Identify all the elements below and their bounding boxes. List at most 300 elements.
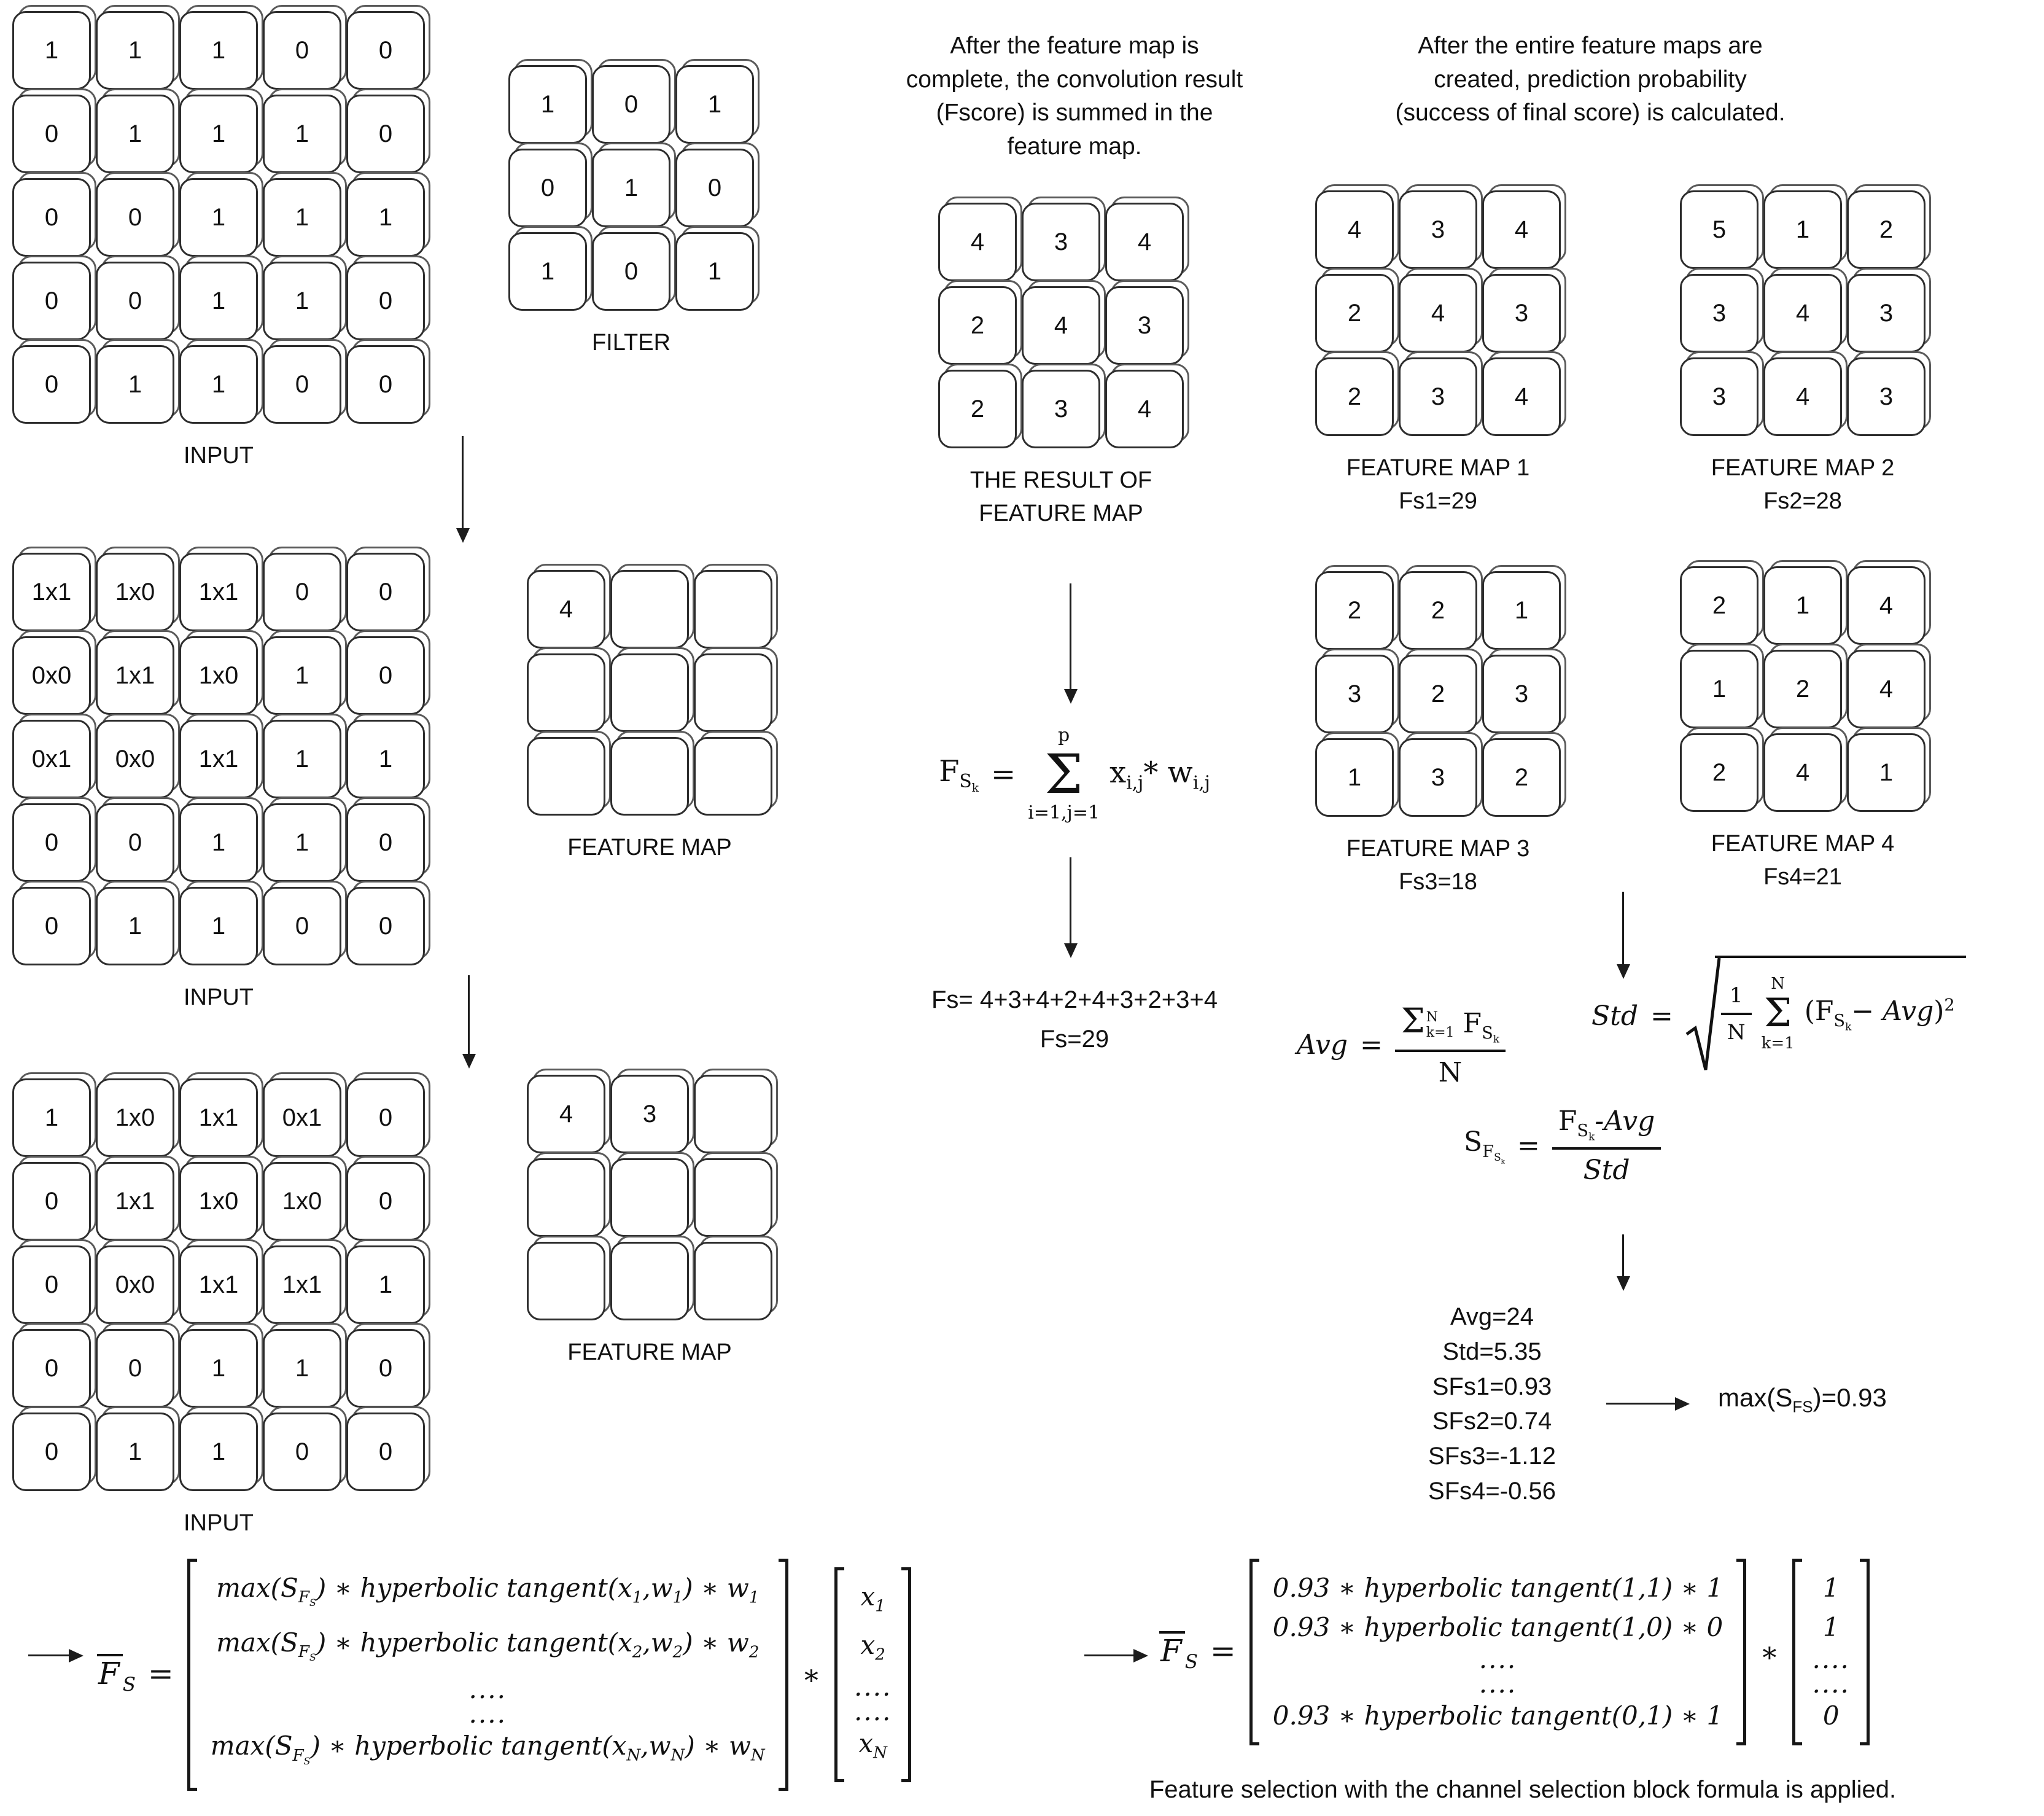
sigma-glyph: Σ <box>1764 991 1792 1037</box>
fm4-score: Fs4=21 <box>1763 863 1842 890</box>
matrix-cell: 0 <box>263 345 341 424</box>
sum-limits <box>1426 1010 1455 1040</box>
bracket-left <box>1249 1559 1259 1745</box>
sum-lower-limit: i=1,j=1 <box>1028 801 1100 824</box>
matrix-cell: 0 <box>12 1329 91 1408</box>
matrix-cell: 0 <box>12 1413 91 1491</box>
matrix-cell: 1 <box>1680 650 1758 728</box>
matrix-cell <box>694 1075 772 1153</box>
math-term: F <box>1463 1008 1482 1039</box>
result-matrix-label <box>970 464 1152 531</box>
matrix-cell: 0 <box>592 65 670 144</box>
note1-line1: After the feature map is <box>950 33 1199 59</box>
matrix-cell: 2 <box>938 370 1017 448</box>
matrix-cell: 1 <box>179 1329 258 1408</box>
matrix-cell: 1x0 <box>96 553 174 631</box>
matrix-cell: 0 <box>346 636 425 715</box>
matrix-cell: 1 <box>263 262 341 340</box>
math-term: w <box>1167 755 1193 790</box>
matrix-cell: 0 <box>263 553 341 631</box>
math-term: S <box>1494 1151 1501 1164</box>
bracket-right <box>901 1567 911 1782</box>
math-term: F <box>1482 1142 1494 1161</box>
note-feature-map-sum <box>855 29 1294 163</box>
math-term: S <box>1833 1011 1846 1031</box>
math-term: k <box>1845 1020 1852 1033</box>
note1-line4: feature map. <box>1007 133 1142 160</box>
matrix-cell: 3 <box>1315 655 1394 733</box>
std-formula <box>1591 956 1966 1076</box>
math-term: − Avg <box>1851 995 1934 1027</box>
matrix-cell <box>694 653 772 732</box>
matrix-cell: 4 <box>1022 286 1100 365</box>
equals-sign: = <box>147 1655 174 1691</box>
filter-matrix <box>508 65 754 311</box>
matrix-cell: 1x0 <box>263 1162 341 1241</box>
stat-sfs4: SFs4=-0.56 <box>1428 1477 1556 1505</box>
sfsk-denominator: Std <box>1583 1155 1630 1187</box>
fbar-lhs <box>97 1654 176 1696</box>
sfsk-formula <box>1464 1105 1661 1186</box>
stat-avg: Avg=24 <box>1450 1303 1534 1330</box>
matrix-cell: 1 <box>12 1078 91 1157</box>
sigma-glyph: Σ <box>1044 742 1083 806</box>
numeric-vector <box>1792 1559 1869 1745</box>
matrix-cell: 4 <box>1763 733 1842 812</box>
vector-row-dots: .... <box>1812 1644 1850 1674</box>
matrix-cell: 1 <box>179 887 258 965</box>
input-matrix-1 <box>12 11 425 424</box>
channel-selection-formula-symbolic <box>97 1559 911 1791</box>
avg-num-term <box>1463 1008 1500 1045</box>
sfsk-lhs <box>1464 1126 1505 1166</box>
math-term: ) <box>1933 995 1945 1027</box>
matrix-cell: 0 <box>12 178 91 257</box>
feature-map-3-label <box>1346 833 1529 899</box>
symbolic-vector <box>834 1567 911 1782</box>
matrix-cell: 0 <box>346 1162 425 1241</box>
matrix-cell: 1 <box>675 232 754 311</box>
matrix-cell: 4 <box>1105 203 1184 281</box>
fbar-lhs <box>1159 1631 1238 1673</box>
equals-sign: = <box>1210 1633 1236 1669</box>
matrix-cell: 1x1 <box>179 1078 258 1157</box>
matrix-cell: 1 <box>263 636 341 715</box>
matrix-cell: 2 <box>1482 738 1561 817</box>
vector-row: 1 <box>1822 1612 1840 1642</box>
matrix-cell: 3 <box>610 1075 689 1153</box>
matrix-cell: 1x1 <box>12 553 91 631</box>
fm3-title: FEATURE MAP 3 <box>1346 836 1530 862</box>
feature-map-b-label: FEATURE MAP <box>567 1339 732 1365</box>
matrix-cell: 2 <box>1763 650 1842 728</box>
matrix-cell: 0 <box>263 11 341 90</box>
bottom-caption: Feature selection with the channel selection block formula is applied. <box>1149 1776 1897 1803</box>
math-term: S <box>1577 1121 1589 1140</box>
fm1-score: Fs1=29 <box>1399 488 1477 514</box>
feature-map-2-label <box>1711 452 1894 518</box>
max-sfs-value: $\max(S_{FS})=0.93$ <box>1718 1383 1887 1416</box>
matrix-cell: 0 <box>675 149 754 227</box>
matrix-cell: 1 <box>179 178 258 257</box>
fm4-title: FEATURE MAP 4 <box>1711 831 1895 857</box>
matrix-cell: 2 <box>1315 274 1394 353</box>
matrix-cell: 1 <box>179 345 258 424</box>
matrix-cell: 2 <box>1315 357 1394 436</box>
matrix-cell: 0 <box>96 178 174 257</box>
input-matrix-2-block <box>12 553 425 1015</box>
matrix-cell: 0 <box>263 887 341 965</box>
matrix-cell: 0 <box>12 95 91 173</box>
matrix-cell: 1 <box>96 887 174 965</box>
matrix-cell: 0 <box>96 1329 174 1408</box>
matrix-rows <box>197 1559 779 1791</box>
matrix-cell: 1 <box>508 232 587 311</box>
matrix-cell: 3 <box>1680 357 1758 436</box>
flow-arrow-down-2 <box>468 975 470 1054</box>
feature-map-b <box>527 1075 772 1320</box>
sum-upper-limit: N <box>1771 975 1786 994</box>
note2-line2: created, prediction probability <box>1434 66 1747 93</box>
vector-row: $x_1$ <box>860 1581 885 1616</box>
matrix-cell: 2 <box>1680 566 1758 645</box>
matrix-row: $\max(S_{F_S})$ ∗ hyperbolic $tangent(x_2,w_2)$ ∗ $w_2$ <box>216 1627 760 1664</box>
matrix-row-dots: .... <box>468 1699 507 1729</box>
matrix-cell: 0 <box>508 149 587 227</box>
matrix-cell: 3 <box>1105 286 1184 365</box>
result-matrix <box>938 203 1184 448</box>
bracket-left <box>834 1567 844 1782</box>
fm2-score: Fs2=28 <box>1763 488 1842 514</box>
feature-map-1-block <box>1315 190 1561 518</box>
matrix-cell: 1 <box>1482 571 1561 650</box>
matrix-row-dots: .... <box>1479 1669 1517 1699</box>
matrix-cell: 3 <box>1680 274 1758 353</box>
math-term: (F <box>1804 995 1834 1027</box>
math-term: 1 <box>1721 983 1752 1015</box>
math-term: -Avg <box>1595 1105 1655 1137</box>
matrix-cell <box>527 737 605 816</box>
summation-symbol <box>1762 975 1795 1053</box>
std-lhs: Std <box>1591 1000 1638 1032</box>
score-statistics <box>1360 1300 1624 1509</box>
feature-map-2-block <box>1680 190 1925 518</box>
matrix-cell <box>694 1158 772 1237</box>
matrix-cell: 1 <box>96 11 174 90</box>
matrix-cell: 0 <box>12 803 91 882</box>
matrix-cell: 4 <box>1315 190 1394 269</box>
matrix-cell: 0 <box>12 345 91 424</box>
math-term: k <box>1493 1032 1500 1045</box>
flow-arrow-right-3 <box>1084 1654 1133 1656</box>
matrix-cell: 0 <box>346 1329 425 1408</box>
feature-map-1 <box>1315 190 1561 436</box>
feature-map-3 <box>1315 571 1561 817</box>
note2-line3: (success of final score) is calculated. <box>1395 99 1786 127</box>
matrix-cell: 4 <box>1847 650 1925 728</box>
matrix-cell: 1x1 <box>179 553 258 631</box>
matrix-cell: 3 <box>1399 357 1477 436</box>
fs-total-line: Fs=29 <box>1039 1026 1109 1053</box>
matrix-cell <box>694 570 772 649</box>
filter-matrix-block <box>508 65 754 360</box>
flow-arrow-down-6 <box>1622 1234 1624 1276</box>
matrix-cell <box>527 1158 605 1237</box>
matrix-cell: 1x1 <box>96 1162 174 1241</box>
vector-row: 0 <box>1822 1701 1840 1731</box>
symbolic-matrix <box>187 1559 788 1791</box>
fsk-lhs <box>939 754 979 795</box>
input-matrix-1-block <box>12 11 425 473</box>
math-term: k <box>1588 1130 1595 1143</box>
matrix-cell: 4 <box>1482 190 1561 269</box>
matrix-cell: 0 <box>346 11 425 90</box>
matrix-cell: 1 <box>179 262 258 340</box>
matrix-cell: 4 <box>527 570 605 649</box>
matrix-cell: 1 <box>592 149 670 227</box>
fs-sum-line: Fs= 4+3+4+2+4+3+2+3+4 <box>931 986 1218 1013</box>
matrix-cell: 1 <box>263 803 341 882</box>
matrix-cell: 1 <box>179 1413 258 1491</box>
matrix-row: 0.93 ∗ hyperbolic tangent(1,0) ∗ 0 <box>1272 1612 1723 1642</box>
stat-sfs2: SFs2=0.74 <box>1432 1408 1552 1435</box>
matrix-cell: 1 <box>12 11 91 90</box>
bracket-left <box>1792 1559 1802 1745</box>
matrix-cell: 1x1 <box>263 1245 341 1324</box>
matrix-cell: 0 <box>592 232 670 311</box>
matrix-row: 0.93 ∗ hyperbolic tangent(1,1) ∗ 1 <box>1272 1573 1723 1603</box>
vector-rows <box>1802 1559 1859 1745</box>
matrix-cell: 0 <box>12 1245 91 1324</box>
sum-lower-limit: k=1 <box>1426 1024 1455 1040</box>
equals-sign: = <box>1517 1130 1540 1162</box>
matrix-row: $\max(S_{F_S})$ ∗ hyperbolic $tangent(x_N,w_N)$ ∗ $w_N$ <box>210 1731 765 1767</box>
fm1-title: FEATURE MAP 1 <box>1346 455 1530 481</box>
flow-arrow-right-2 <box>28 1654 69 1656</box>
matrix-cell: 0 <box>346 1078 425 1157</box>
matrix-rows <box>1259 1559 1736 1745</box>
sum-upper-limit: p <box>1058 725 1070 746</box>
matrix-cell: 1 <box>263 95 341 173</box>
avg-lhs: Avg <box>1297 1029 1348 1061</box>
matrix-cell: 0x1 <box>263 1078 341 1157</box>
math-term: S <box>1482 1023 1493 1043</box>
matrix-cell: 3 <box>1399 190 1477 269</box>
matrix-cell: 1 <box>675 65 754 144</box>
matrix-cell: 1x1 <box>96 636 174 715</box>
matrix-row-dots: .... <box>468 1674 507 1705</box>
equals-sign: = <box>1650 1000 1673 1032</box>
matrix-cell: 1 <box>508 65 587 144</box>
matrix-cell: 2 <box>1315 571 1394 650</box>
result-label-line1: THE RESULT OF <box>970 467 1152 493</box>
math-term: k <box>971 782 979 795</box>
matrix-cell: 3 <box>1482 274 1561 353</box>
math-term: S <box>959 771 972 793</box>
fm3-score: Fs3=18 <box>1399 868 1477 895</box>
matrix-cell: 1 <box>96 345 174 424</box>
multiply-sign: ∗ <box>1760 1635 1779 1669</box>
summation-symbol <box>1028 725 1100 824</box>
feature-map-a-block <box>527 570 772 865</box>
math-term: i,j <box>1192 772 1210 794</box>
bracket-right <box>1736 1559 1746 1745</box>
math-term: N <box>1727 1020 1746 1045</box>
flow-arrow-down-3 <box>1070 583 1071 689</box>
fm2-title: FEATURE MAP 2 <box>1711 455 1895 481</box>
bracket-left <box>187 1559 197 1791</box>
matrix-cell: 0 <box>96 262 174 340</box>
matrix-cell: 1 <box>263 720 341 798</box>
feature-map-2 <box>1680 190 1925 436</box>
matrix-cell: 1 <box>1315 738 1394 817</box>
square-root <box>1685 956 1966 1076</box>
matrix-cell: 0x1 <box>12 720 91 798</box>
feature-map-b-block <box>527 1075 772 1370</box>
channel-selection-formula-numeric <box>1159 1559 1870 1745</box>
input-matrix-2 <box>12 553 425 965</box>
feature-map-4 <box>1680 566 1925 812</box>
numeric-matrix <box>1249 1559 1746 1745</box>
matrix-cell <box>610 1242 689 1320</box>
matrix-cell: 4 <box>1482 357 1561 436</box>
vector-row-dots: .... <box>853 1671 892 1702</box>
matrix-cell: 4 <box>527 1075 605 1153</box>
matrix-cell: 2 <box>1399 571 1477 650</box>
matrix-cell: 0 <box>346 887 425 965</box>
vector-row-dots: .... <box>1812 1669 1850 1699</box>
note1-line2: complete, the convolution result <box>906 66 1243 93</box>
f-bar: F <box>1159 1631 1185 1667</box>
matrix-cell: 0 <box>263 1413 341 1491</box>
matrix-cell: 0 <box>346 95 425 173</box>
matrix-cell: 4 <box>1399 274 1477 353</box>
matrix-cell: 2 <box>1680 733 1758 812</box>
matrix-cell: 4 <box>938 203 1017 281</box>
matrix-cell: 0 <box>12 1162 91 1241</box>
matrix-cell: 1 <box>96 1413 174 1491</box>
math-term: S <box>1184 1651 1198 1673</box>
avg-fraction <box>1395 1001 1506 1088</box>
matrix-cell: 3 <box>1847 274 1925 353</box>
math-term: k <box>1501 1158 1506 1166</box>
vector-rows <box>844 1567 901 1782</box>
input-matrix-2-label: INPUT <box>184 984 254 1010</box>
matrix-cell: 1 <box>179 11 258 90</box>
matrix-cell <box>694 737 772 816</box>
stat-std: Std=5.35 <box>1442 1338 1542 1365</box>
avg-denominator: N <box>1438 1057 1463 1089</box>
matrix-cell: 0 <box>346 262 425 340</box>
matrix-cell: 0 <box>346 1413 425 1491</box>
one-over-n <box>1721 983 1752 1045</box>
vector-row: $x_2$ <box>860 1630 885 1664</box>
matrix-cell: 1 <box>179 803 258 882</box>
vector-row: $x_N$ <box>858 1728 887 1762</box>
matrix-cell <box>610 737 689 816</box>
matrix-cell: 0 <box>346 803 425 882</box>
matrix-cell: 1 <box>96 95 174 173</box>
matrix-row: $\max(S_{F_S})$ ∗ hyperbolic $tangent(x_1,w_1)$ ∗ $w_1$ <box>216 1573 760 1609</box>
math-term: 2 <box>1944 996 1955 1015</box>
f-bar: F <box>97 1654 123 1690</box>
result-matrix-block <box>938 203 1184 531</box>
bracket-right <box>779 1559 788 1791</box>
filter-label: FILTER <box>591 330 671 356</box>
input-matrix-3-block <box>12 1078 425 1540</box>
matrix-cell <box>527 653 605 732</box>
math-term: S <box>122 1673 136 1696</box>
matrix-cell: 1x0 <box>179 636 258 715</box>
flow-arrow-right-1 <box>1606 1403 1675 1405</box>
feature-map-a-label: FEATURE MAP <box>567 835 732 860</box>
sum-lower-limit: k=1 <box>1761 1034 1795 1053</box>
vector-row-dots: .... <box>853 1696 892 1726</box>
matrix-cell: 0x0 <box>96 720 174 798</box>
flow-arrow-down-4 <box>1070 857 1071 943</box>
matrix-cell: 2 <box>1847 190 1925 269</box>
matrix-cell: 3 <box>1022 370 1100 448</box>
matrix-cell: 3 <box>1847 357 1925 436</box>
matrix-cell: 4 <box>1847 566 1925 645</box>
matrix-cell: 0 <box>346 553 425 631</box>
bracket-right <box>1860 1559 1870 1745</box>
matrix-cell <box>610 653 689 732</box>
input-matrix-3 <box>12 1078 425 1491</box>
matrix-cell: 1 <box>263 1329 341 1408</box>
matrix-cell: 0 <box>12 262 91 340</box>
stat-sfs3: SFs3=-1.12 <box>1428 1443 1556 1470</box>
matrix-cell: 1x1 <box>179 720 258 798</box>
matrix-cell <box>610 1158 689 1237</box>
math-term: F <box>939 754 960 789</box>
matrix-cell <box>527 1242 605 1320</box>
matrix-cell: 0x0 <box>96 1245 174 1324</box>
matrix-cell: 4 <box>1105 370 1184 448</box>
vector-row: 1 <box>1822 1573 1840 1603</box>
result-label-line2: FEATURE MAP <box>979 500 1143 526</box>
matrix-cell: 1x0 <box>96 1078 174 1157</box>
matrix-cell: 3 <box>1482 655 1561 733</box>
math-term: F <box>1558 1105 1577 1137</box>
matrix-cell: 0 <box>96 803 174 882</box>
matrix-cell: 1 <box>346 720 425 798</box>
feature-map-4-label <box>1711 828 1894 894</box>
flow-arrow-down-1 <box>462 436 464 528</box>
math-term: i,j <box>1126 772 1144 794</box>
feature-map-1-label <box>1346 452 1529 518</box>
fscore-sum-formula <box>884 725 1265 824</box>
sigma-glyph: Σ <box>1401 1001 1425 1040</box>
sum-upper-limit: N <box>1426 1010 1439 1026</box>
matrix-row-dots: .... <box>1479 1644 1517 1674</box>
note2-line1: After the entire feature maps are <box>1418 33 1763 59</box>
matrix-cell: 0 <box>346 345 425 424</box>
sfsk-fraction <box>1552 1105 1661 1186</box>
matrix-cell: 5 <box>1680 190 1758 269</box>
matrix-cell: 3 <box>1399 738 1477 817</box>
matrix-cell: 1 <box>346 1245 425 1324</box>
matrix-cell: 2 <box>1399 655 1477 733</box>
matrix-cell: 1 <box>1763 190 1842 269</box>
matrix-cell: 1 <box>346 178 425 257</box>
math-term: S <box>1464 1126 1483 1158</box>
feature-map-3-block <box>1315 571 1561 899</box>
matrix-cell <box>610 570 689 649</box>
flow-arrow-down-5 <box>1622 892 1624 964</box>
matrix-cell: 1 <box>1847 733 1925 812</box>
equals-sign: = <box>1360 1029 1383 1061</box>
